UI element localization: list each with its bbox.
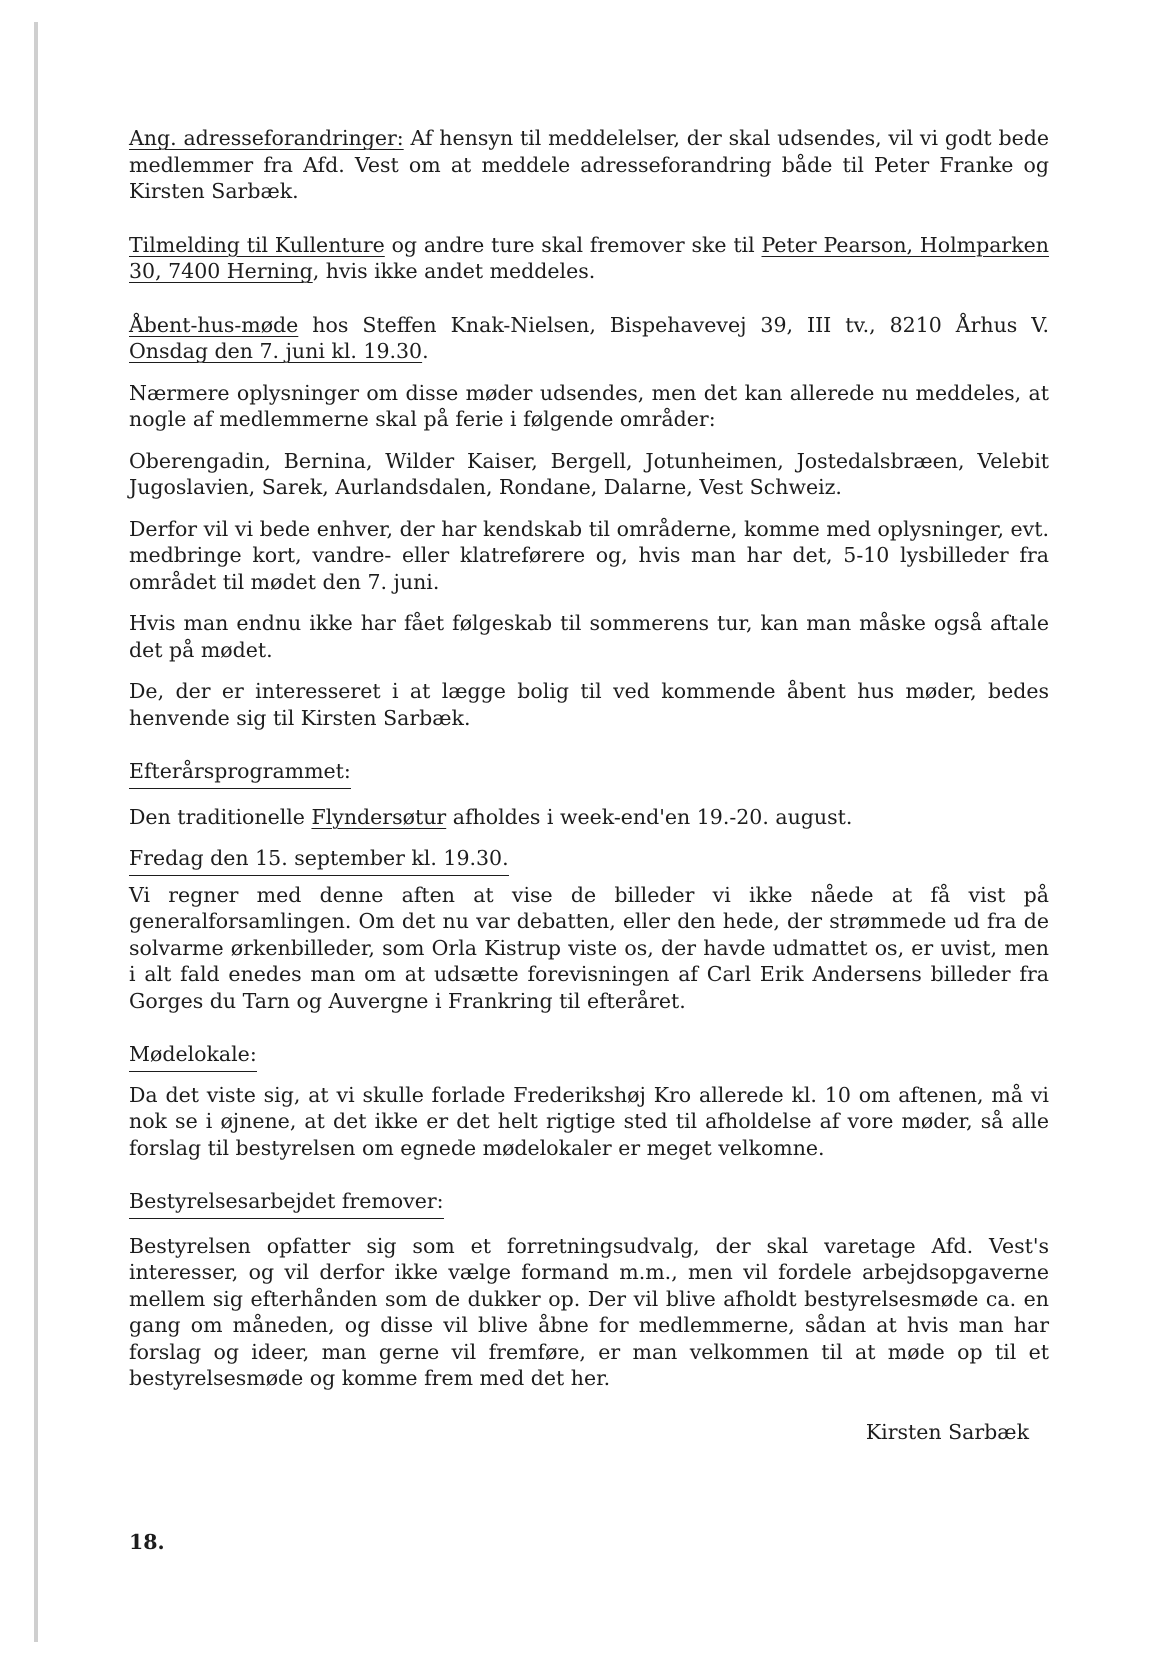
registration-contact: Peter Pearson, Holmparken 30, 7400 Herning [129,232,1049,283]
open-house-date: Onsdag den 7. juni kl. 19.30 [129,339,423,363]
address-change-paragraph [129,125,1049,205]
venue-heading: Mødelokale: [129,1041,257,1072]
board-heading: Bestyrelsesarbejdet fremover: [129,1188,444,1219]
page-number: 18. [129,1530,165,1554]
venue-section [129,1041,1049,1072]
registration-label: Tilmelding til Kullenture [129,232,385,257]
friday-date-line [129,845,1049,876]
open-house-end: . [422,339,429,363]
venue-paragraph: Da det viste sig, at vi skulle forlade Frederikshøj Kro allerede kl. 10 om aftenen, må vi nok se i øjnene, at det ikke er det helt rigtige sted til afholdelse af vore møder, så alle forslag til bestyrelsen om egnede mødelokaler er meget velkomne. [129,1082,1049,1160]
board-section [129,1188,1049,1219]
company-paragraph: Hvis man endnu ikke har fået følgeskab til sommerens tur, kan man måske også aftale det på mødet. [129,611,1049,662]
flounder-trip-post: afholdes i week-end'en 19.-20. august. [446,804,853,829]
areas-paragraph: Oberengadin, Bernina, Wilder Kaiser, Bergell, Jotunheimen, Jostedalsbræen, Velebit Jugoslavien, Sarek, Aurlandsdalen, Rondane, Dalarne, Vest Schweiz. [129,448,1049,499]
autumn-program-section [129,758,1049,789]
open-house-paragraph [129,312,1049,365]
open-house-label: Åbent-hus-møde [129,312,299,337]
host-paragraph: De, der er interesseret i at lægge bolig til ved kommende åbent hus møder, bedes henvende sig til Kirsten Sarbæk. [129,679,1049,730]
flounder-trip-pre: Den traditionelle [129,804,312,829]
binding-edge [34,22,38,1642]
flounder-trip-line [129,804,1049,831]
slides-paragraph: Vi regner med denne aften at vise de billeder vi ikke nåede at få vist på generalforsamlingen. Om det nu var debatten, eller den hede, der strømmede ud fra de solvarme ørkenbilleder, som Orla Kistrup viste os, der havde udmattet os, er uvist, men i alt fald enedes man om at udsætte forevisningen af Carl Erik Andersens billeder fra Gorges du Tarn og Auvergne i Frankring til efteråret. [129,882,1049,1013]
meetings-info-paragraph: Nærmere oplysninger om disse møder udsendes, men det kan allerede nu meddeles, at nogle af medlemmerne skal på ferie i følgende områder: [129,380,1049,431]
signature: Kirsten Sarbæk [865,1419,1029,1444]
flounder-trip-link: Flyndersøtur [311,804,447,829]
address-change-text: Af hensyn til meddelelser, der skal udsendes, vil vi godt bede medlemmer fra Afd. Vest om at meddele adresseforandring både til Peter Franke og Kirsten Sarbæk. [129,126,1049,203]
registration-end: , hvis ikke andet meddeles. [312,259,596,283]
document-page [129,125,1049,1445]
autumn-program-heading: Efterårsprogrammet: [129,758,351,789]
open-house-address: hos Steffen Knak-Nielsen, Bispehavevej 39, III tv., 8210 Århus V. [298,312,1049,337]
registration-paragraph [129,232,1049,285]
board-paragraph: Bestyrelsen opfatter sig som et forretningsudvalg, der skal varetage Afd. Vest's interesser, og vil derfor ikke vælge formand m.m., men vil fordele arbejdsopgaverne mellem sig efterhånden som de dukker op. Der vil blive afholdt bestyrelsesmøde ca. en gang om måneden, og disse vil blive åbne for medlemmerne, sådan at hvis man har forslag og ideer, man gerne vil fremføre, er man velkommen til at møde op til et bestyrelsesmøde og komme frem med det her. [129,1233,1049,1390]
registration-text: og andre ture skal fremover ske til [384,232,762,257]
friday-date-heading: Fredag den 15. september kl. 19.30. [129,845,509,876]
address-change-label: Ang. adresseforandringer: [129,126,404,150]
knowledge-request-paragraph: Derfor vil vi bede enhver, der har kendskab til områderne, komme med oplysninger, evt. medbringe kort, vandre- eller klatreførere og, hvis man har det, 5-10 lysbilleder fra området til mødet den 7. juni. [129,516,1049,594]
